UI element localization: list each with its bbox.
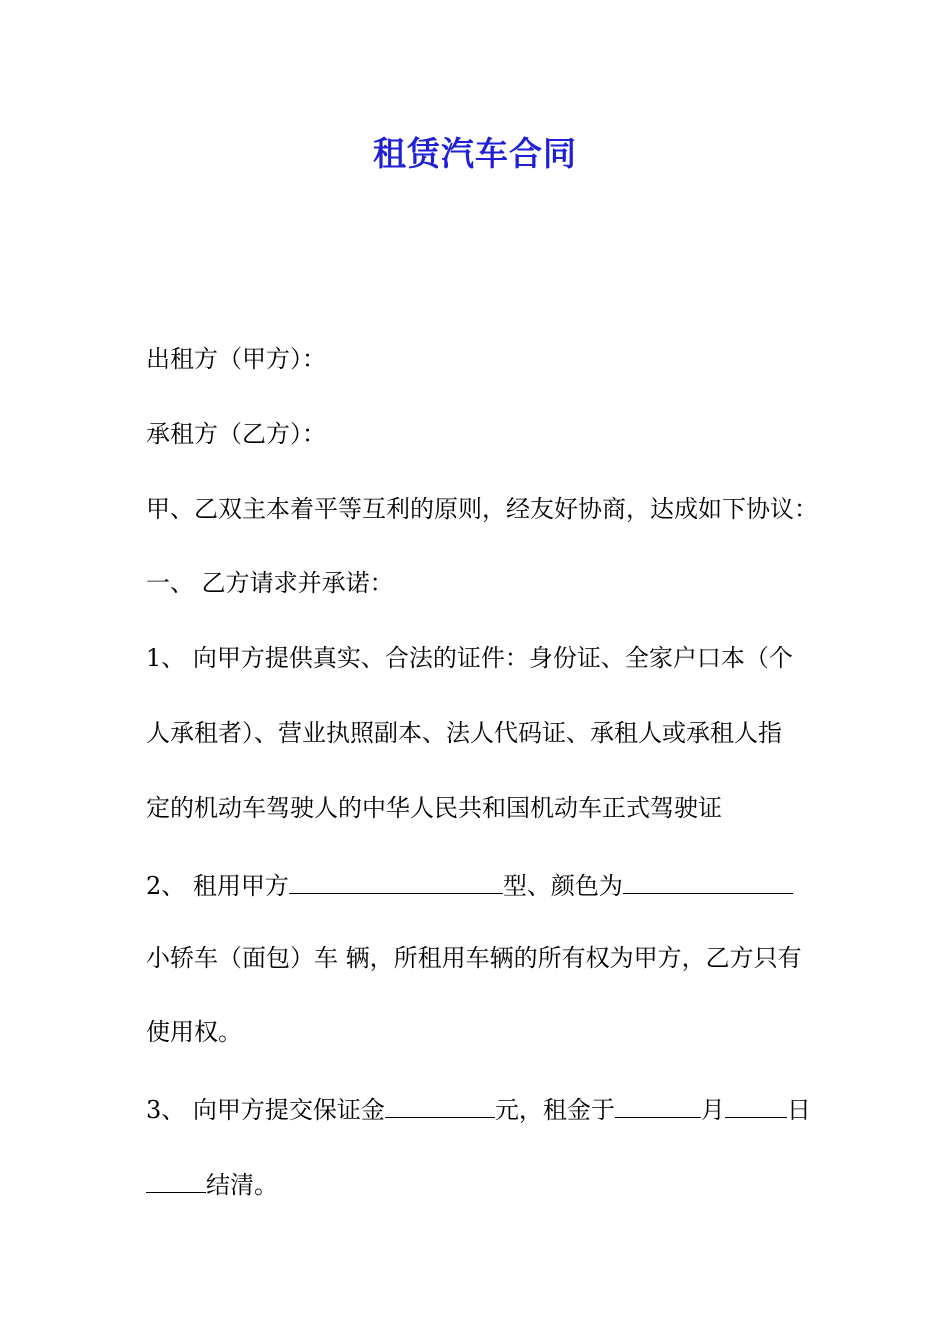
item-2-prefix: 2、 租用甲方 — [146, 872, 289, 900]
item-3-prefix: 3、 向甲方提交保证金 — [146, 1096, 385, 1124]
deposit-amount-blank — [385, 1089, 495, 1118]
preamble-line: 甲、乙双主本着平等互利的原则，经友好协商，达成如下协议： — [146, 495, 818, 523]
item-3-rent-label: 元，租金于 — [494, 1096, 615, 1124]
settlement-blank — [146, 1164, 206, 1193]
document-title: 租赁汽车合同 — [373, 134, 577, 173]
lessor-line: 出租方（甲方）： — [146, 345, 326, 373]
item-3-line-2 — [146, 1164, 811, 1203]
car-color-blank — [623, 865, 793, 894]
item-1-line-1: 1、 向甲方提供真实、合法的证件：身份证、全家户口本（个 — [146, 644, 793, 672]
item-1-line-2: 人承租者）、营业执照副本、法人代码证、承租人或承租人指 — [146, 719, 782, 747]
item-3-month-label: 月 — [700, 1096, 725, 1124]
item-3-day-label: 日 — [786, 1096, 811, 1124]
item-3-line-1 — [146, 1089, 811, 1128]
item-1-line-3: 定的机动车驾驶人的中华人民共和国机动车正式驾驶证 — [146, 794, 722, 822]
item-2-line-1 — [146, 865, 811, 904]
item-2-color-label: 型、颜色为 — [502, 872, 623, 900]
day-blank — [725, 1089, 787, 1118]
item-2-line-3: 使用权。 — [146, 1018, 242, 1046]
section-1-heading: 一、 乙方请求并承诺： — [146, 569, 394, 597]
item-3-settle-label: 结清。 — [206, 1171, 278, 1199]
lessee-line: 承租方（乙方）： — [146, 420, 326, 448]
car-model-blank — [289, 865, 503, 894]
month-blank — [615, 1089, 701, 1118]
item-2-line-2: 小轿车（面包）车 辆，所租用车辆的所有权为甲方，乙方只有 — [146, 944, 802, 972]
